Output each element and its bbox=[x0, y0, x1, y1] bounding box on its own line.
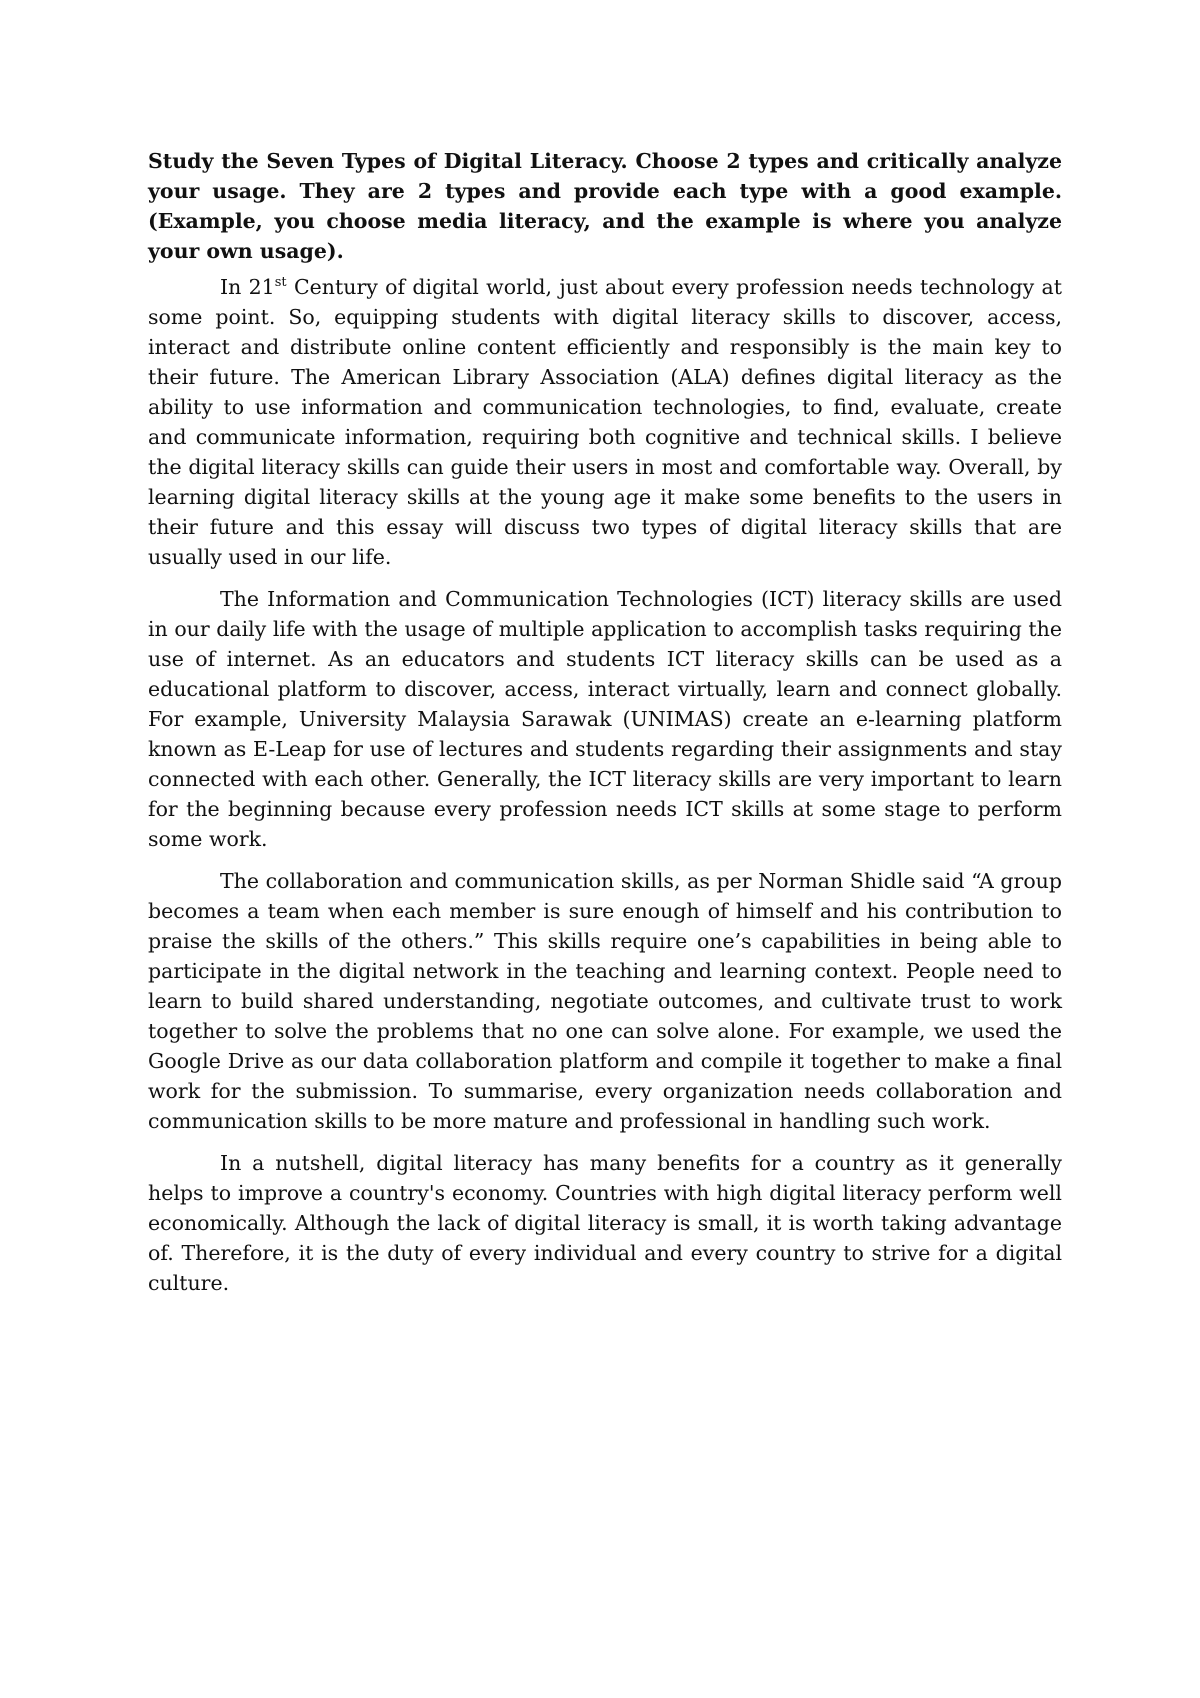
document-body bbox=[148, 146, 1062, 1310]
ict-literacy-paragraph: The Information and Communication Technologies (ICT) literacy skills are used in our daily life with the usage of multiple application to accomplish tasks requiring the use of internet. As an educators and students ICT literacy skills can be used as a educational platform to discover, access, interact virtually, learn and connect globally. For example, University Malaysia Sarawak (UNIMAS) create an e-learning platform known as E-Leap for use of lectures and students regarding their assignments and stay connected with each other. Generally, the ICT literacy skills are very important to learn for the beginning because every profession needs ICT skills at some stage to perform some work. bbox=[148, 587, 1062, 851]
ordinal-superscript: st bbox=[274, 275, 287, 291]
assignment-question: Study the Seven Types of Digital Literacy. Choose 2 types and critically analyze your usage. They are 2 types and provide each type with a good example. (Example, you choose media literacy, and the example is where you analyze your own usage). bbox=[148, 149, 1062, 263]
conclusion-paragraph: In a nutshell, digital literacy has many benefits for a country as it generally helps to improve a country's economy. Countries with high digital literacy perform well economically. Although the lack of digital literacy is small, it is worth taking advantage of. Therefore, it is the duty of every individual and every country to strive for a digital culture. bbox=[148, 1151, 1062, 1295]
collaboration-paragraph: The collaboration and communication skills, as per Norman Shidle said “A group becomes a team when each member is sure enough of himself and his contribution to praise the skills of the others.” This skills require one’s capabilities in being able to participate in the digital network in the teaching and learning context. People need to learn to build shared understanding, negotiate outcomes, and cultivate trust to work together to solve the problems that no one can solve alone. For example, we used the Google Drive as our data collaboration platform and compile it together to make a final work for the submission. To summarise, every organization needs collaboration and communication skills to be more mature and professional in handling such work. bbox=[148, 869, 1062, 1133]
intro-paragraph bbox=[148, 272, 1062, 572]
intro-rest: Century of digital world, just about every profession needs technology at some point. So, equipping students with digital literacy skills to discover, access, interact and distribute online content efficiently and responsibly is the main key to their future. The American Library Association (ALA) defines digital literacy as the ability to use information and communication technologies, to find, evaluate, create and communicate information, requiring both cognitive and technical skills. I believe the digital literacy skills can guide their users in most and comfortable way. Overall, by learning digital literacy skills at the young age it make some benefits to the users in their future and this essay will discuss two types of digital literacy skills that are usually used in our life. bbox=[148, 275, 1062, 569]
intro-start: In 21 bbox=[220, 275, 275, 299]
